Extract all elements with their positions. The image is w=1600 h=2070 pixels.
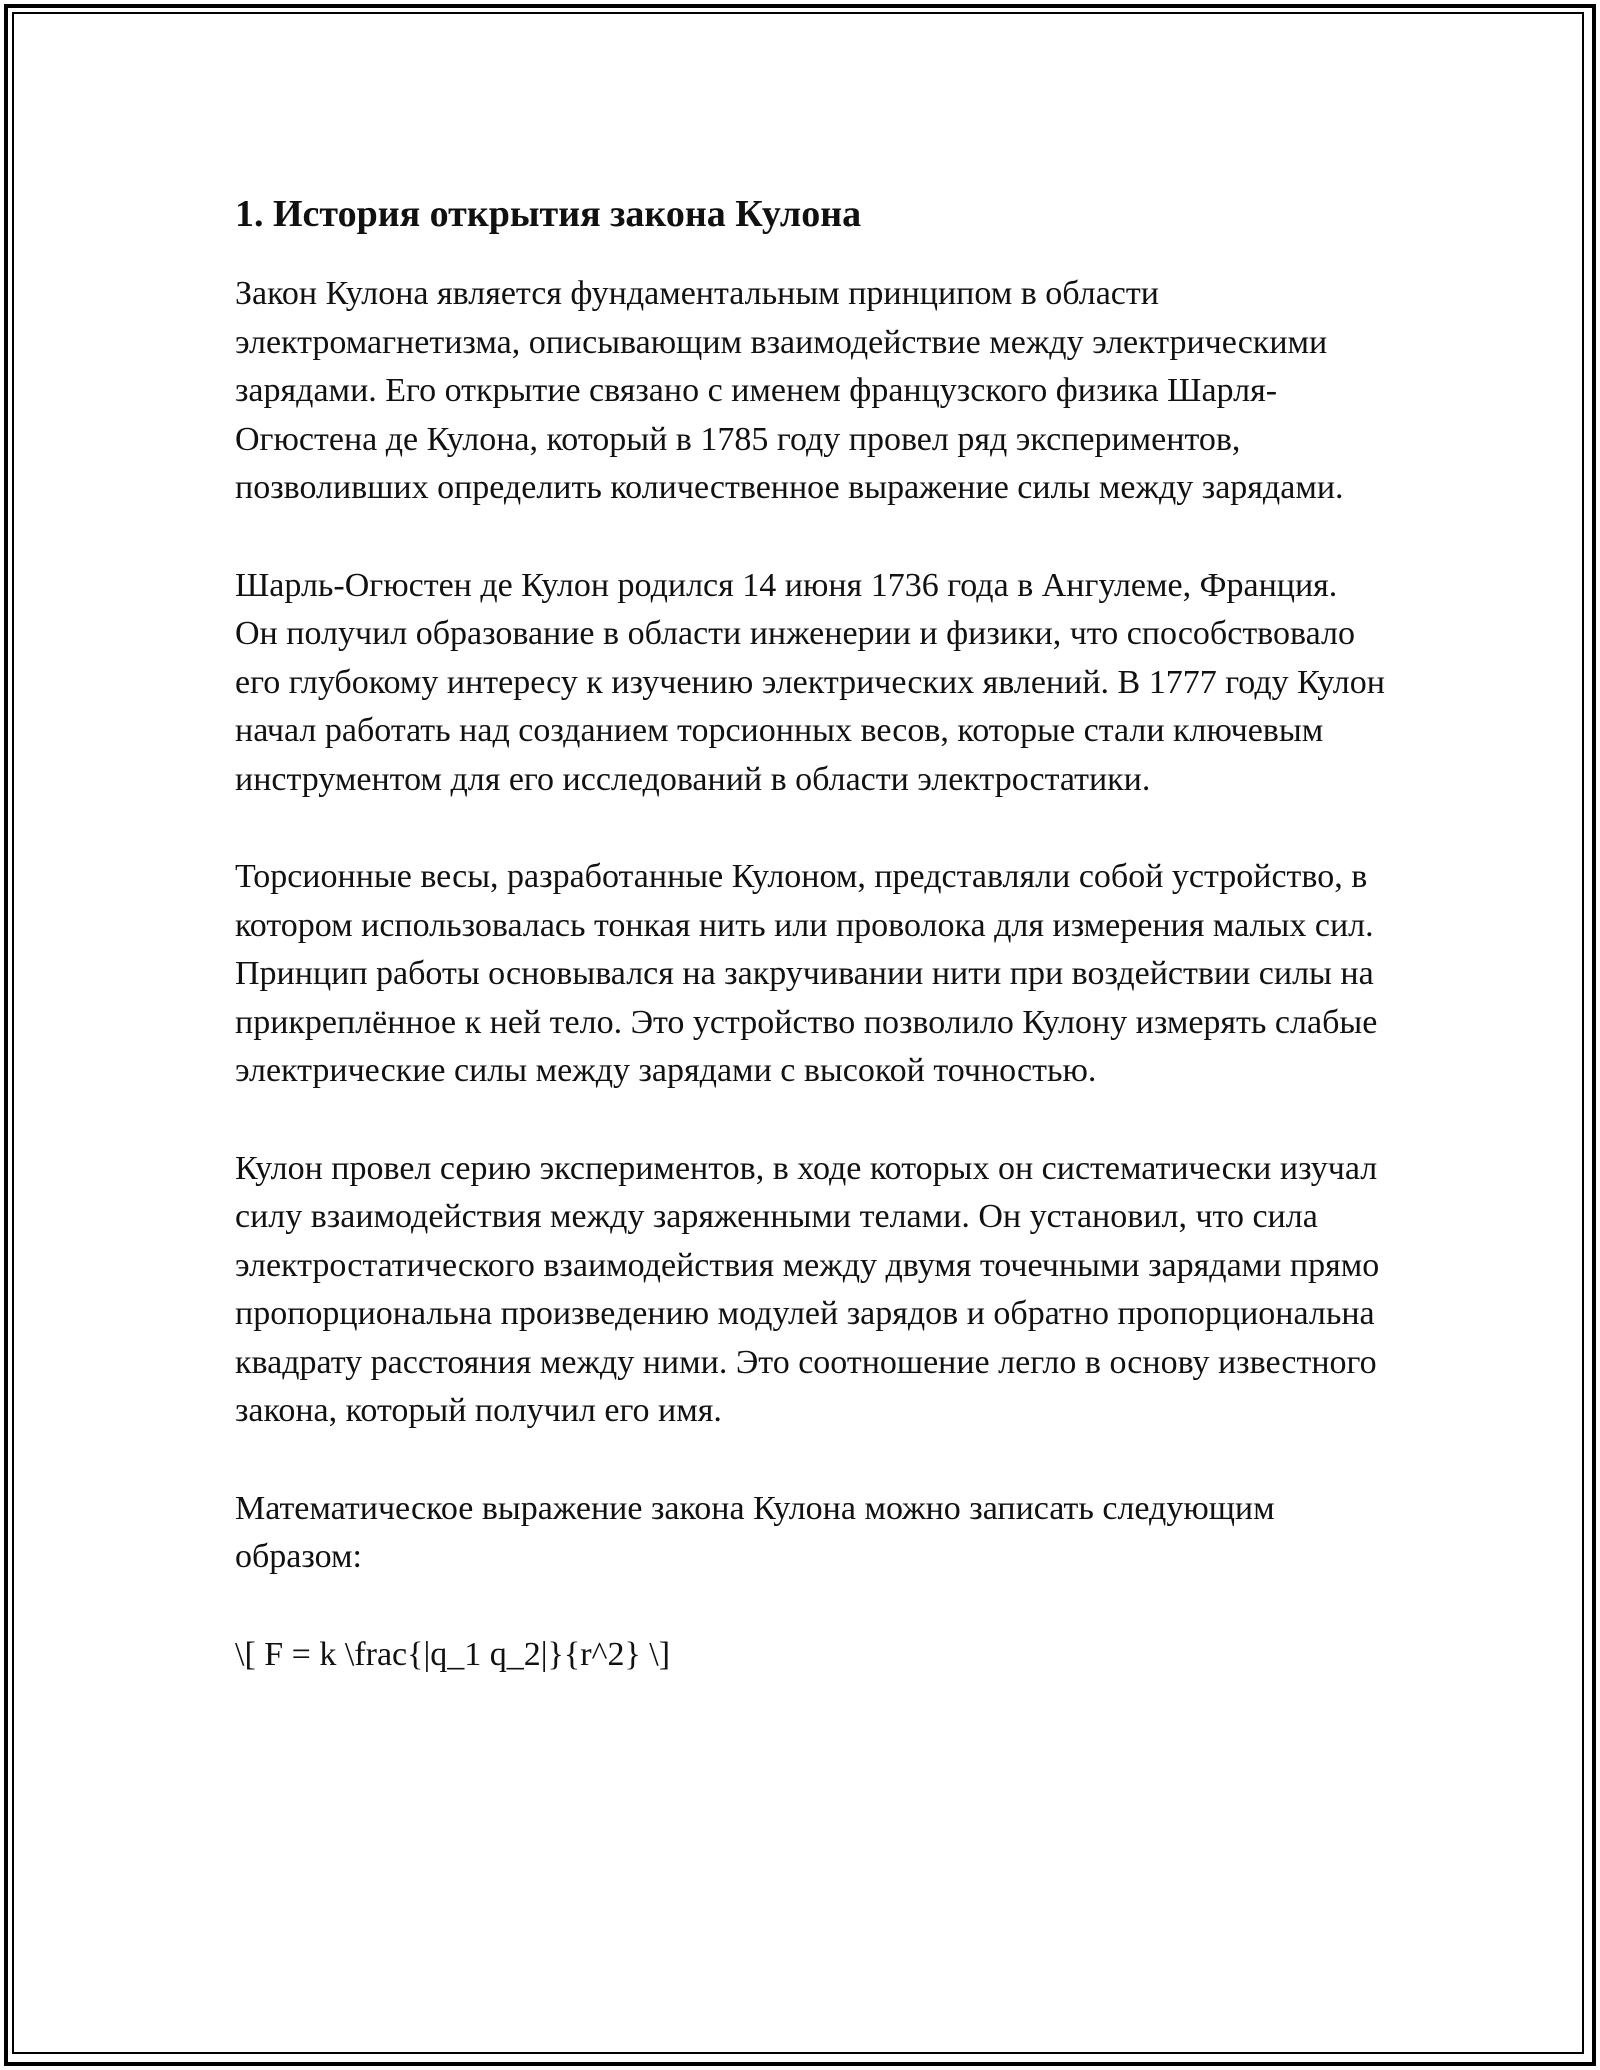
document-body: [235, 186, 1385, 1679]
paragraph-experiments: Кулон провел серию экспериментов, в ходе которых он систематически изучал силу взаимодействия между заряженными телами. Он установил, что сила электростатического взаимодействия между двумя точечными зарядами прямо пропорциональна произведению модулей зарядов и обратно пропорциональна квадрату расстояния между ними. Это соотношение легло в основу известного закона, который получил его имя.: [235, 1149, 1380, 1429]
paragraph-torsion-balance: Торсионные весы, разработанные Кулоном, представляли собой устройство, в котором использовалась тонкая нить или проволока для измерения малых сил. Принцип работы основывался на закручивании нити при воздействии силы на прикреплённое к ней тело. Это устройство позволило Кулону измерять слабые электрические силы между зарядами с высокой точностью.: [235, 858, 1378, 1089]
section-heading: 1. История открытия закона Кулона: [235, 193, 862, 235]
paragraph-formula-intro: Математическое выражение закона Кулона можно записать следующим образом:: [235, 1489, 1275, 1575]
paragraph-biography: Шарль-Огюстен де Кулон родился 14 июня 1736 года в Ангулеме, Франция. Он получил образование в области инженерии и физики, что способствовало его глубокому интересу к изучению электрических явлений. В 1777 году Кулон начал работать над созданием торсионных весов, которые стали ключевым инструментом для его исследований в области электростатики.: [235, 566, 1385, 798]
paragraph-discovery: Закон Кулона является фундаментальным принципом в области электромагнетизма, описывающим взаимодействие между электрическими зарядами. Его открытие связано с именем французского физика Шарля-Огюстена де Кулона, который в 1785 году провел ряд экспериментов, позволивших определить количественное выражение силы между зарядами.: [235, 275, 1344, 506]
coulomb-formula: \[ F = k \frac{|q_1 q_2|}{r^2} \]: [235, 1635, 671, 1673]
